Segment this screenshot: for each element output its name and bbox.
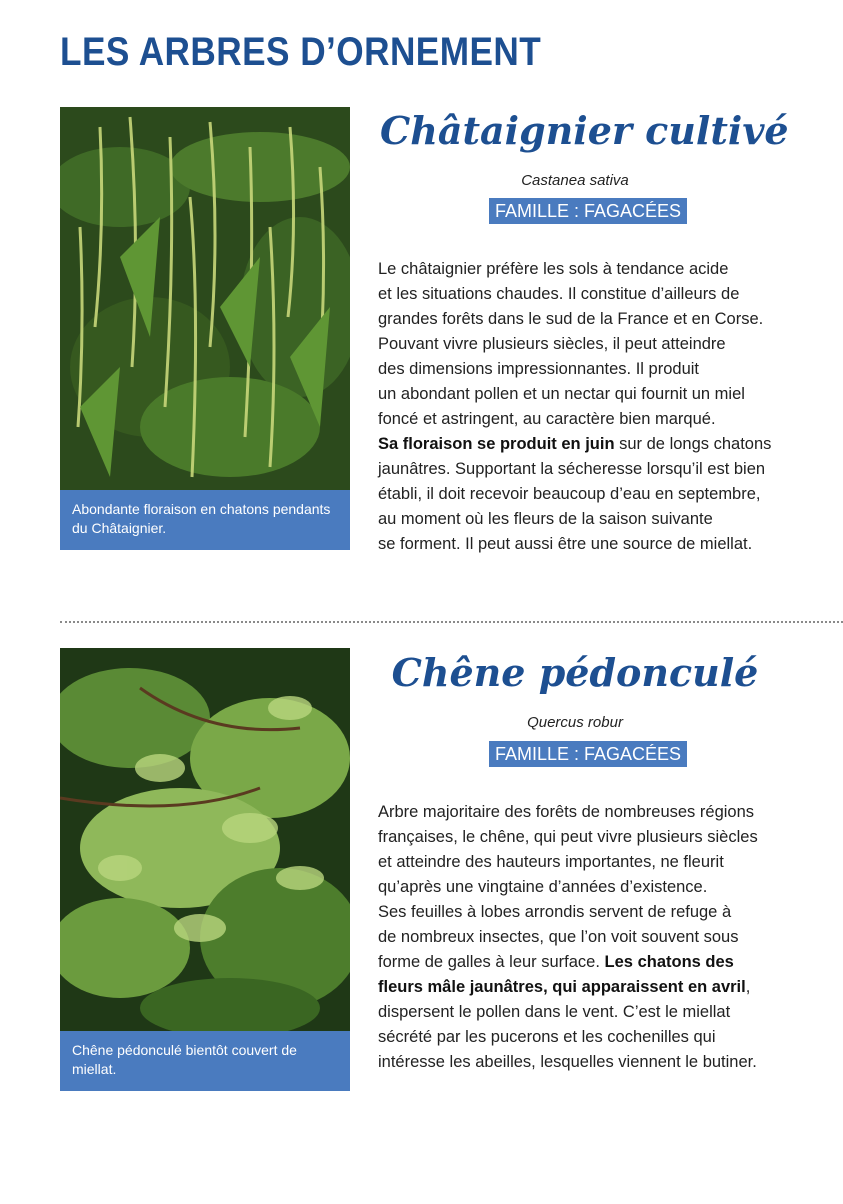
oak-leaves-photo [60, 648, 350, 1031]
photo-caption: Abondante floraison en chatons pendants du Châtaignier. [60, 490, 350, 550]
family-badge: FAMILLE : FAGACÉES [489, 741, 687, 767]
chestnut-catkins-photo [60, 107, 350, 490]
latin-name: Castanea sativa [521, 172, 629, 189]
species-name: Chêne pédonculé [391, 650, 759, 695]
bold-highlight: fleurs mâle jaunâtres, qui apparaissent en avril [378, 978, 746, 996]
bold-highlight: Sa floraison se produit en juin [378, 435, 615, 453]
section-divider [60, 621, 843, 623]
photo-caption: Chêne pédonculé bientôt couvert de miellat. [60, 1031, 350, 1091]
page-title: LES ARBRES D’ORNEMENT [60, 30, 542, 74]
family-badge: FAMILLE : FAGACÉES [489, 198, 687, 224]
species-description: Arbre majoritaire des forêts de nombreuses régions françaises, le chêne, qui peut vivre plusieurs siècles et atteindre des hauteurs importantes, ne fleurit qu’après une vingtaine d’années d’existence. Ses feuilles à lobes arrondis servent de refuge à de nombreux insectes, que l’on voit souvent sous forme de galles à leur surface. Les chatons des fleurs mâle jaunâtres, qui apparaissent en avril, dispersent le pollen dans le vent. C’est le miellat sécrété par les pucerons et les cochenilles qui intéresse les abeilles, lesquelles viennent le butiner. [378, 803, 758, 1071]
bold-highlight: Les chatons des [604, 953, 734, 971]
species-name: Châtaignier cultivé [380, 108, 789, 153]
species-description: Le châtaignier préfère les sols à tendance acide et les situations chaudes. Il constitue d’ailleurs de grandes forêts dans le sud de la France et en Corse. Pouvant vivre plusieurs siècles, il peut atteindre des dimensions impressionnantes. Il produit un abondant pollen et un nectar qui fournit un miel foncé et astringent, au caractère bien marqué. Sa floraison se produit en juin sur de longs chatons jaunâtres. Supportant la sécheresse lorsqu’il est bien établi, il doit recevoir beaucoup d’eau en septembre, au moment où les fleurs de la saison suivante se forment. Il peut aussi être une source de miellat. [378, 260, 772, 553]
latin-name: Quercus robur [527, 714, 623, 731]
